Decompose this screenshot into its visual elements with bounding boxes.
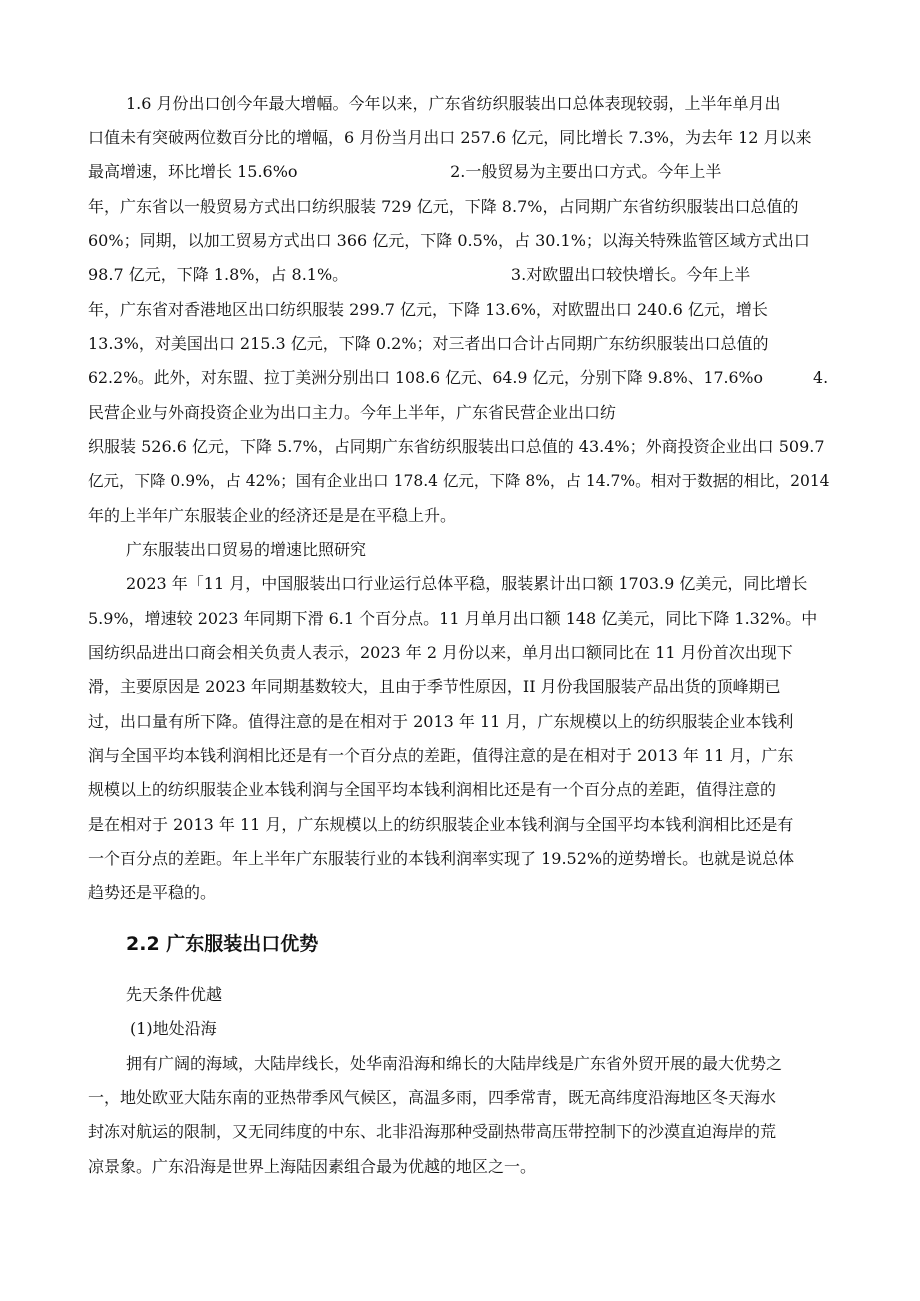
text-line: 2023 年「11 月，中国服装出口行业运行总体平稳，服装累计出口额 1703.9 亿美元，同比增长 [126,574,808,593]
text-line: 润与全国平均本钱利润相比还是有一个百分点的差距，值得注意的是在相对于 2013 年 11 月，广东 [88,746,794,765]
text-line: 年，广东省以一般贸易方式出口纺织服装 729 亿元，下降 8.7%，占同期广东省纺织服装出口总值的 [88,197,799,216]
text-line: 滑，主要原因是 2023 年同期基数较大，且由于季节性原因，II 月份我国服装产品出货的顶峰期已 [88,677,781,696]
text-line: 织服装 526.6 亿元，下降 5.7%，占同期广东省纺织服装出口总值的 43.4%；外商投资企业出口 509.7 [88,437,825,456]
text-line: 年的上半年广东服装企业的经济还是是在平稳上升。 [88,506,457,525]
text-line: 拥有广阔的海域，大陆岸线长，处华南沿海和绵长的大陆岸线是广东省外贸开展的最大优势之 [126,1054,783,1073]
text-line: 口值未有突破两位数百分比的增幅，6 月份当月出口 257.6 亿元，同比增长 7.3%，为去年 12 月以来 [88,128,812,147]
text-line: 5.9%，增速较 2023 年同期下滑 6.1 个百分点。11 月单月出口额 148 亿美元，同比下降 1.32%。中 [88,609,818,628]
text-line: 国纺织品进出口商会相关负责人表示，2023 年 2 月份以来，单月出口额同比在 11 月份首次出现下 [88,643,793,662]
text-line: 年，广东省对香港地区出口纺织服装 299.7 亿元，下降 13.6%，对欧盟出口 240.6 亿元，增长 [88,300,768,319]
text-line: 62.2%。此外，对东盟、拉丁美洲分别出口 108.6 亿元、64.9 亿元，分别下降 9.8%、17.6%o 4. [88,368,829,387]
text-line: 一，地处欧亚大陆东南的亚热带季风气候区，高温多雨，四季常青，既无高纬度沿海地区冬天海水 [88,1088,777,1107]
text-line: 98.7 亿元，下降 1.8%，占 8.1%。 3.对欧盟出口较快增长。今年上半 [88,265,751,284]
text-line: 趋势还是平稳的。 [88,883,217,902]
section-heading: 2.2 广东服装出口优势 [126,933,319,955]
text-line: 60%；同期，以加工贸易方式出口 366 亿元，下降 0.5%，占 30.1%；以海关特殊监管区域方式出口 [88,231,810,250]
text-line: 规模以上的纺织服装企业本钱利润与全国平均本钱利润相比还是有一个百分点的差距，值得注意的 [88,780,777,799]
text-line: 过，出口量有所下降。值得注意的是在相对于 2013 年 11 月，广东规模以上的纺织服装企业本钱利 [88,712,794,731]
text-line: 最高增速，环比增长 15.6%o 2.一般贸易为主要出口方式。今年上半 [88,162,722,181]
text-line: 凉景象。广东沿海是世界上海陆因素组合最为优越的地区之一。 [88,1157,537,1176]
sub-heading: 先天条件优越 [126,985,223,1004]
paragraph-title: 广东服装出口贸易的增速比照研究 [126,540,367,559]
text-line: 是在相对于 2013 年 11 月，广东规模以上的纺织服装企业本钱利润与全国平均本钱利润相比还是有 [88,815,794,834]
text-line: 亿元，下降 0.9%，占 42%；国有企业出口 178.4 亿元，下降 8%，占 14.7%。相对于数据的相比，2014 [88,472,830,490]
text-line: 13.3%，对美国出口 215.3 亿元，下降 0.2%；对三者出口合计占同期广东纺织服装出口总值的 [88,334,769,353]
text-line: 1.6 月份出口创今年最大增幅。今年以来，广东省纺织服装出口总体表现较弱，上半年单月出 [126,94,781,113]
text-line: 民营企业与外商投资企业为出口主力。今年上半年，广东省民营企业出口纺 [88,403,617,422]
text-line: 一个百分点的差距。年上半年广东服装行业的本钱利润率实现了 19.52%的逆势增长。也就是说总体 [88,849,795,868]
text-line: 封冻对航运的限制，又无同纬度的中东、北非沿海那种受副热带高压带控制下的沙漠直迫海岸的荒 [88,1122,777,1141]
item-heading: (1)地处沿海 [130,1019,217,1038]
